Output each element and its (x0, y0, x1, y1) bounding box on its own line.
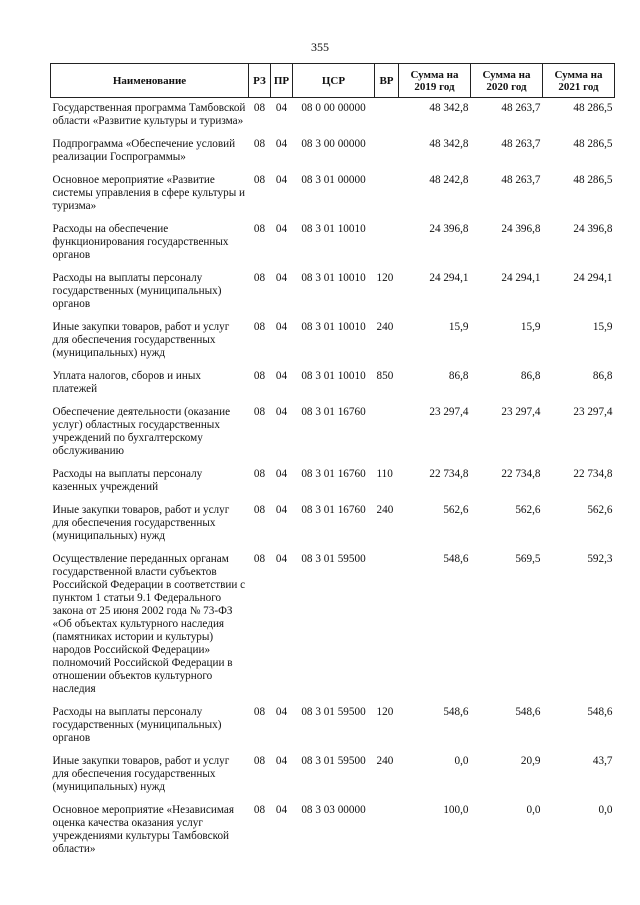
row-vr (375, 134, 399, 170)
table-row (51, 402, 615, 464)
row-vr: 120 (376, 272, 394, 284)
row-rz: 08 (253, 174, 266, 186)
row-rz: 08 (253, 504, 266, 516)
row-name: Осуществление переданных органам государственной власти субъектов Российской Федерации в соответствии с пунктом 1 статьи 9.1 Федерального закона от 25 июня 2002 года № 73-ФЗ «Об объектах культурного наследия (памятниках истории и культуры) народов Российской Федерации» полномочий Российской Федерации в отношении объектов культурного наследия (52, 553, 246, 695)
row-sum-2021: 0,0 (598, 804, 613, 816)
table-row (51, 366, 615, 402)
row-sum-2020: 23 297,4 (501, 406, 541, 418)
row-sum-2021: 24 294,1 (573, 272, 613, 284)
row-sum-2020: 0,0 (526, 804, 541, 816)
table-row (51, 500, 615, 549)
row-name: Расходы на выплаты персоналу казенных учреждений (52, 468, 203, 493)
row-sum-2021: 48 286,5 (573, 102, 613, 114)
row-sum-2020: 48 263,7 (501, 138, 541, 150)
row-vr (375, 219, 399, 268)
row-name: Иные закупки товаров, работ и услуг для обеспечения государственных (муниципальных) нужд (52, 321, 230, 359)
row-name: Уплата налогов, сборов и иных платежей (52, 370, 202, 395)
row-name: Подпрограмма «Обеспечение условий реализации Госпрограммы» (52, 138, 236, 163)
row-sum-2020: 20,9 (520, 755, 541, 767)
row-sum-2021: 548,6 (587, 706, 613, 718)
row-rz: 08 (253, 553, 266, 565)
table-row (51, 98, 615, 135)
row-sum-2019: 23 297,4 (429, 406, 469, 418)
row-name: Обеспечение деятельности (оказание услуг) областных государственных учреждений по бухгалтерскому обслуживанию (52, 406, 231, 457)
row-sum-2019: 22 734,8 (429, 468, 469, 480)
row-pr: 04 (275, 223, 288, 235)
row-vr: 240 (376, 755, 394, 767)
row-sum-2021: 48 286,5 (573, 174, 613, 186)
row-sum-2021: 86,8 (592, 370, 613, 382)
row-vr (375, 402, 399, 464)
row-sum-2021: 43,7 (592, 755, 613, 767)
row-csr: 08 3 00 00000 (301, 138, 366, 150)
row-sum-2019: 100,0 (443, 804, 469, 816)
row-sum-2021: 24 396,8 (573, 223, 613, 235)
header-sum-2021: Сумма на 2021 год (543, 64, 615, 98)
row-sum-2019: 48 342,8 (429, 102, 469, 114)
row-sum-2020: 562,6 (515, 504, 541, 516)
row-csr: 08 3 01 10010 (301, 223, 366, 235)
row-sum-2020: 15,9 (520, 321, 541, 333)
row-pr: 04 (275, 174, 288, 186)
row-csr: 08 3 01 00000 (301, 174, 366, 186)
row-sum-2020: 24 294,1 (501, 272, 541, 284)
row-rz: 08 (253, 223, 266, 235)
row-pr: 04 (275, 804, 288, 816)
table-row (51, 702, 615, 751)
row-sum-2019: 48 342,8 (429, 138, 469, 150)
table-row (51, 800, 615, 862)
row-vr (375, 549, 399, 702)
row-rz: 08 (253, 272, 266, 284)
row-sum-2021: 592,3 (587, 553, 613, 565)
row-csr: 08 3 01 10010 (301, 370, 366, 382)
table-row (51, 464, 615, 500)
row-name: Иные закупки товаров, работ и услуг для обеспечения государственных (муниципальных) нужд (52, 755, 230, 793)
row-pr: 04 (275, 321, 288, 333)
row-sum-2021: 48 286,5 (573, 138, 613, 150)
row-sum-2021: 562,6 (587, 504, 613, 516)
row-vr: 850 (376, 370, 394, 382)
row-pr: 04 (275, 272, 288, 284)
row-sum-2020: 24 396,8 (501, 223, 541, 235)
row-sum-2019: 548,6 (443, 553, 469, 565)
table-row (51, 549, 615, 702)
row-sum-2019: 562,6 (443, 504, 469, 516)
row-csr: 08 3 01 16760 (301, 504, 366, 516)
header-rz: РЗ (249, 64, 271, 98)
row-pr: 04 (275, 504, 288, 516)
row-pr: 04 (275, 755, 288, 767)
row-csr: 08 3 03 00000 (301, 804, 366, 816)
row-sum-2019: 24 396,8 (429, 223, 469, 235)
header-sum-2019: Сумма на 2019 год (399, 64, 471, 98)
row-csr: 08 0 00 00000 (301, 102, 366, 114)
row-rz: 08 (253, 706, 266, 718)
row-name: Расходы на обеспечение функционирования государственных органов (52, 223, 229, 261)
row-csr: 08 3 01 16760 (301, 468, 366, 480)
header-csr: ЦСР (293, 64, 375, 98)
table-row (51, 317, 615, 366)
row-sum-2020: 548,6 (515, 706, 541, 718)
row-sum-2020: 48 263,7 (501, 102, 541, 114)
row-rz: 08 (253, 755, 266, 767)
row-name: Расходы на выплаты персоналу государственных (муниципальных) органов (52, 706, 222, 744)
row-csr: 08 3 01 59500 (301, 755, 366, 767)
row-sum-2020: 48 263,7 (501, 174, 541, 186)
row-csr: 08 3 01 16760 (301, 406, 366, 418)
row-sum-2019: 15,9 (448, 321, 469, 333)
row-vr (375, 98, 399, 135)
row-sum-2020: 86,8 (520, 370, 541, 382)
page-number: 355 (311, 40, 329, 54)
row-vr (375, 170, 399, 219)
row-name: Основное мероприятие «Развитие системы управления в сфере культуры и туризма» (52, 174, 246, 212)
header-name: Наименование (51, 64, 249, 98)
table-row (51, 219, 615, 268)
row-pr: 04 (275, 102, 288, 114)
row-rz: 08 (253, 804, 266, 816)
row-rz: 08 (253, 102, 266, 114)
row-vr: 240 (376, 321, 394, 333)
row-name: Основное мероприятие «Независимая оценка качества оказания услуг учреждениями культуры Тамбовской области» (52, 804, 234, 855)
row-name: Расходы на выплаты персоналу государственных (муниципальных) органов (52, 272, 222, 310)
table-row (51, 751, 615, 800)
row-sum-2020: 22 734,8 (501, 468, 541, 480)
row-pr: 04 (275, 468, 288, 480)
budget-table (50, 63, 615, 862)
row-rz: 08 (253, 321, 266, 333)
row-sum-2021: 22 734,8 (573, 468, 613, 480)
row-pr: 04 (275, 406, 288, 418)
row-vr (375, 800, 399, 862)
row-pr: 04 (275, 706, 288, 718)
row-pr: 04 (275, 370, 288, 382)
header-sum-2020: Сумма на 2020 год (471, 64, 543, 98)
row-vr: 240 (376, 504, 394, 516)
row-sum-2021: 23 297,4 (573, 406, 613, 418)
row-sum-2019: 48 242,8 (429, 174, 469, 186)
row-csr: 08 3 01 59500 (301, 706, 366, 718)
row-vr: 120 (376, 706, 394, 718)
header-vr: ВР (375, 64, 399, 98)
row-rz: 08 (253, 468, 266, 480)
table-row (51, 134, 615, 170)
row-sum-2020: 569,5 (515, 553, 541, 565)
row-name: Иные закупки товаров, работ и услуг для обеспечения государственных (муниципальных) нужд (52, 504, 230, 542)
row-pr: 04 (275, 553, 288, 565)
row-name: Государственная программа Тамбовской области «Развитие культуры и туризма» (52, 102, 246, 127)
row-sum-2019: 86,8 (448, 370, 469, 382)
table-row (51, 268, 615, 317)
row-vr: 110 (376, 468, 393, 480)
row-csr: 08 3 01 10010 (301, 321, 366, 333)
row-sum-2019: 24 294,1 (429, 272, 469, 284)
row-sum-2019: 548,6 (443, 706, 469, 718)
table-row (51, 170, 615, 219)
row-rz: 08 (253, 370, 266, 382)
row-csr: 08 3 01 59500 (301, 553, 366, 565)
row-pr: 04 (275, 138, 288, 150)
header-pr: ПР (271, 64, 293, 98)
row-csr: 08 3 01 10010 (301, 272, 366, 284)
row-rz: 08 (253, 406, 266, 418)
table-body (51, 98, 615, 863)
row-rz: 08 (253, 138, 266, 150)
table-header-row (51, 64, 615, 98)
row-sum-2021: 15,9 (592, 321, 613, 333)
row-sum-2019: 0,0 (454, 755, 469, 767)
